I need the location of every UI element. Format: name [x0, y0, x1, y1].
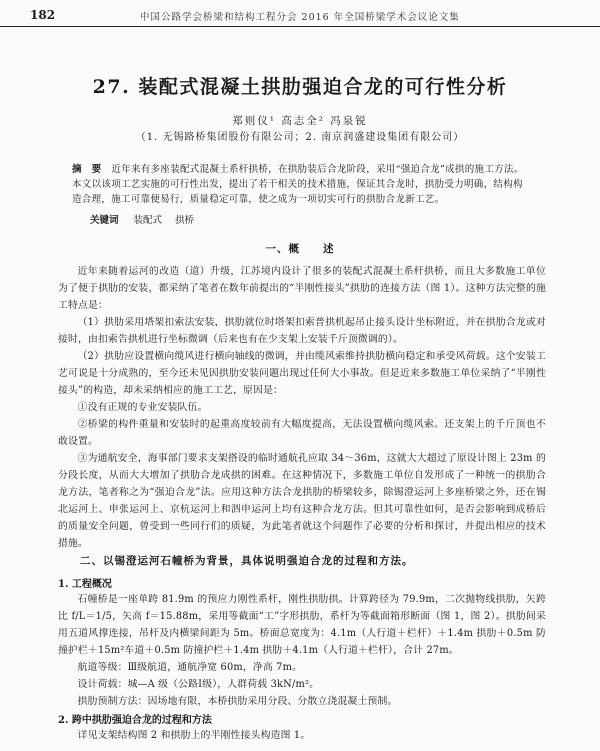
subsection-heading-1: 1. 工程概况	[58, 579, 112, 590]
section-1-body	[58, 263, 546, 552]
section-heading-2: 二、以锡澄运河石幢桥为背景，具体说明强迫合龙的过程和方法。	[80, 555, 414, 567]
page-header	[0, 0, 600, 27]
page-number: 182	[30, 8, 56, 22]
keywords-label: 关键词	[90, 215, 119, 226]
paragraph: 拱肋预制方法：因场地有限，本桥拱肋采用分段、分散立浇混凝土预制。	[77, 696, 398, 707]
abstract	[72, 162, 532, 207]
paragraph: ②桥梁的构件重量和安装时的起重高度较前有大幅度提高，无法设置横向缆风索。还支架上的千斤顶也不敢设置。	[58, 419, 546, 447]
subsection-heading-2: 2. 跨中拱肋强迫合龙的过程和方法	[58, 715, 212, 726]
paragraph: （1）拱肋采用塔架扣索法安装，拱肋就位时塔架扣索普拱机起吊止接头设计坐标附近，并在拱肋合龙或对接时，由扣索告拱机进行坐标微调（后来也有在少支架上安装千斤顶微调的）。	[58, 317, 546, 345]
paragraph: 石幢桥是一座单跨 81.9m 的预应力刚性系杆，刚性拱肋拱。计算跨径为 79.9m，二次抛物线拱肋，矢跨比 f/L＝1/5，矢高 f＝15.88m，采用等截面“工”字形拱肋，系杆为等截面箱形断面（图 1，图 2）。拱肋间采用五道风撑连接，吊杆及内横梁间距为 5m。桥面总宽度为：4.1m（人行道＋栏杆）＋1.4m 拱肋＋0.5m 防撞护栏＋15m²车道＋0.5m 防撞护栏＋1.4m 拱肋＋4.1m（人行道＋栏杆），合计 27m。	[58, 594, 546, 656]
paragraph: 航道等级：Ⅲ级航道，通航净宽 60m，净高 7m。	[77, 662, 303, 673]
keyword: 拱桥	[175, 215, 195, 226]
paragraph: 详见支架结构图 2 和拱肋上的半刚性接头构造图 1。	[77, 730, 311, 741]
affiliations: （1. 无锡路桥集团股份有限公司；2. 南京润盛建设集团有限公司）	[135, 132, 465, 143]
section-2-tail	[58, 727, 546, 744]
abstract-label: 摘 要	[72, 164, 102, 175]
paragraph: ③为通航安全，海事部门要求支架搭设的临时通航孔应取 34～36m，这就大大超过了原设计图上 23m 的分段长度，从而大大增加了拱肋合龙成拱的困难。在这种情况下，多数施工单位自发形成了一种统一的拱肋合龙方法，笔者称之为“强迫合龙”法。应用这种方法合龙拱肋的桥梁较多，除锡澄运河上多座桥梁之外，还在锡北运河上、申张运河上、京杭运河上和泗申运河上均有这种合龙方法。但其可靠性如何，是否会影响到成桥后的质量安全问题，曾受到一些同行们的质疑，为此笔者就这个问题作了必要的分析和探讨，并提出相应的技术措施。	[58, 453, 546, 549]
paragraph: ①没有正规的专业安装队伍。	[77, 402, 208, 413]
section-heading-1: 一、概 述	[265, 243, 335, 255]
paragraph: 设计荷载：城—A 级（公路Ⅰ级），人群荷载 3kN/m²。	[77, 679, 320, 690]
section-2-body	[58, 591, 546, 710]
authors: 郑则仪¹ 高志全² 冯泉锐	[232, 115, 368, 127]
article-title: 27. 装配式混凝土拱肋强迫合龙的可行性分析	[92, 76, 508, 98]
paragraph: （2）拱肋应设置横向缆风进行横向轴线的微调，并由缆风索维持拱肋横向稳定和承受风荷载。这个安装工艺可说是十分成熟的，至今还未见因拱肋安装问题出现过任何大小事故。但是近来多数施工单位采纳了“半刚性接头”的构造，却未采纳相应的施工工艺，原因是：	[58, 351, 546, 396]
keywords	[90, 212, 204, 226]
abstract-text: 近年来有多座装配式混凝土系杆拱桥，在拱肋装后合龙阶段，采用“强迫合龙”成拱的施工方法。本文以该项工艺实施的可行性出发，提出了若干相关的技术措施，保证其合龙时，拱肋受力明确，结构构造合理，施工可靠便易行，质量稳定可靠，使之成为一项切实可行的拱肋合龙新工艺。	[72, 164, 524, 205]
paragraph: 近年来随着运河的改造（道）升级，江苏境内设计了很多的装配式混凝土系杆拱桥，而且大多数施工单位为了便于拱肋的安装，都采纳了笔者在数年前提出的“半刚性接头”拱肋的连接方法（图 1）。这种方法完整的施工特点是：	[58, 266, 546, 311]
running-title: 中国公路学会桥梁和结构工程分会 2016 年全国桥梁学术会议论文集	[140, 12, 460, 23]
keyword: 装配式	[133, 215, 163, 226]
